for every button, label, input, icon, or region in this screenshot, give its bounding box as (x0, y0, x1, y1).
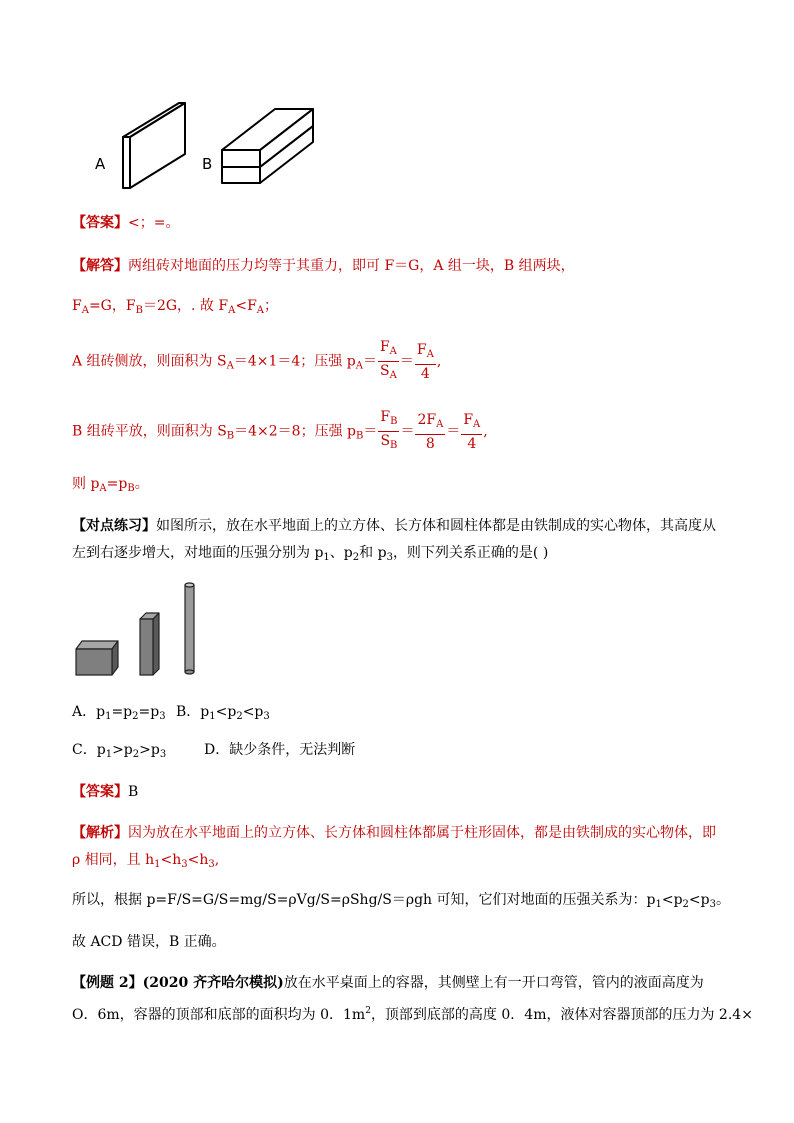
brick-a-label: A (95, 155, 106, 173)
analysis-line-1: 【解析】因为放在水平地面上的立方体、长方体和圆柱体都属于柱形固体，都是由铁制成的实心物体，即 (72, 825, 716, 841)
example-2-line-2: O．6m，容器的顶部和底部的面积均为 0．$1m^2$，顶部到底部的高度 0．4m，液体对容器顶部的压力为 2.4× (72, 1006, 753, 1023)
example-source: (2020 齐齐哈尔模拟) (142, 975, 284, 991)
fraction: $\frac{F_A}{S_A}$ (379, 339, 397, 381)
answer-tag: 【答案】 (72, 215, 128, 231)
bricks-figure (90, 100, 330, 195)
fraction: $\frac{F_B}{S_B}$ (380, 409, 398, 451)
solution-tag: 【解答】 (72, 258, 128, 274)
example-tag: 【例题 2】 (72, 975, 143, 991)
brick-b-label: B (202, 155, 213, 173)
practice-line-1: 【对点练习】如图所示，放在水平地面上的立方体、长方体和圆柱体都是由铁制成的实心物体，其高度从 (72, 518, 716, 534)
option-b: B．$p_1<p_2<p_3$ (176, 704, 270, 722)
solution-line-1: 【解答】两组砖对地面的压力均等于其重力，即可 F＝G，A 组一块，B 组两块， (72, 258, 575, 274)
solution-line-3: A 组砖侧放，则面积为 $S_A=4\times 1=4$；压强 $p_A=$ $\frac{F_A}{S_A}$ ＝ $\frac{F_A}{4}$ , (72, 338, 441, 385)
fraction: $\frac{F_A}{4}$ (463, 411, 481, 452)
analysis-line-4: 故 ACD 错误，B 正确。 (72, 934, 226, 950)
answer-1 (72, 213, 179, 233)
answer-2 (72, 782, 138, 802)
solids-figure (74, 582, 214, 677)
solution-line-2: $F_A=G$，$F_B=2G$，. 故 $F_A<F_A$； (72, 298, 279, 316)
fraction: $\frac{2F_A}{8}$ (417, 411, 444, 452)
option-d: D．缺少条件，无法判断 (204, 742, 356, 758)
practice-line-2: 左到右逐步增大，对地面的压强分别为 $p_1$、$p_2$和 $p_3$，则下列关系正确的是( ) (72, 545, 549, 563)
analysis-line-2: ρ 相同，且 $h_1<h_3<h_3$, (72, 852, 220, 870)
solids-diagram (74, 582, 214, 677)
option-a: A．$p_1=p_2=p_3$ (72, 704, 166, 722)
solution-line-4: B 组砖平放，则面积为 $S_B=4\times 2=8$；压强 $p_B=$ $\frac{F_B}{S_B}$ ＝ $\frac{2F_A}{8}$ ＝ $\frac{F_A}{4}$ , (72, 408, 488, 455)
answer-text: B (128, 784, 139, 800)
answer-text: <；=。 (128, 215, 180, 231)
example-2-line-1: 【例题 2】(2020 齐齐哈尔模拟)放在水平桌面上的容器，其侧壁上有一开口弯管，管内的液面高度为 (72, 975, 704, 991)
solution-line-5: 则 $p_A=p_B$。 (72, 476, 149, 494)
option-c: C．$p_1>p_2>p_3$ (72, 742, 167, 760)
analysis-tag: 【解析】 (72, 825, 128, 841)
bricks-diagram (90, 100, 330, 195)
answer-tag: 【答案】 (72, 784, 128, 800)
analysis-line-3: 所以，根据 p=F/S=G/S=mg/S=ρVg/S=ρShg/S＝ρgh 可知，它们对地面的压强关系为：$p_1<p_2<p_3$。 (72, 892, 730, 910)
fraction: $\frac{F_A}{4}$ (416, 341, 434, 382)
practice-tag: 【对点练习】 (72, 518, 156, 534)
